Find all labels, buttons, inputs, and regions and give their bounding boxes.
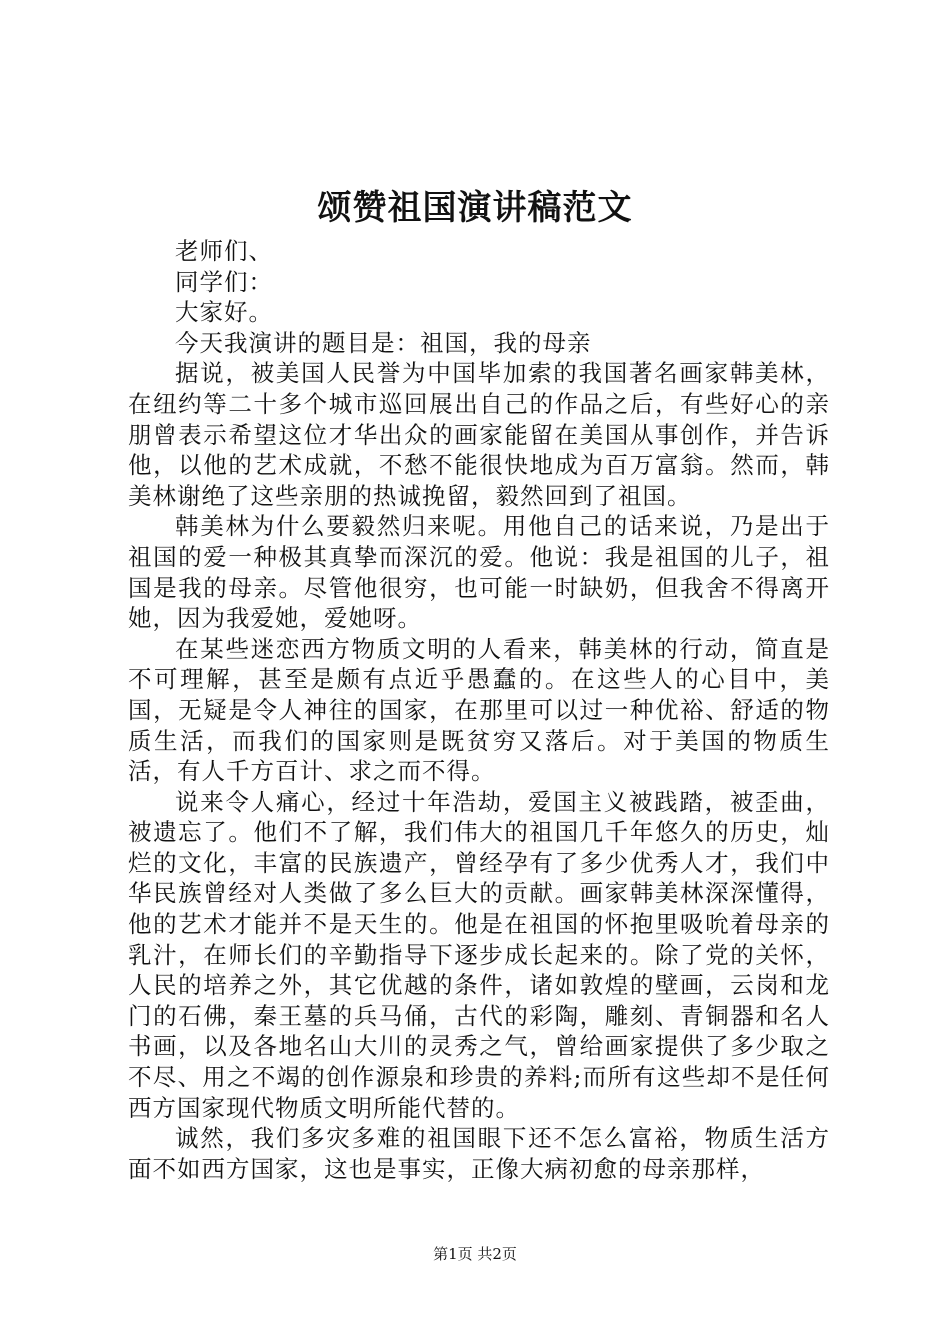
document-title: 颂赞祖国演讲稿范文 [317,188,633,228]
paragraph: 韩美林为什么要毅然归来呢。用他自己的话来说，乃是出于祖国的爱一种极其真挚而深沉的爱。他说：我是祖国的儿子，祖国是我的母亲。尽管他很穷，也可能一时缺奶，但我舍不得离开她，因为我爱她，爱她呀。 [128,512,830,633]
document-body [128,236,830,1184]
paragraph: 今天我演讲的题目是：祖国，我的母亲 [175,328,592,357]
paragraph: 老师们、 [175,237,273,265]
page-footer: 第1页 共2页 [433,1245,517,1263]
paragraph: 诚然，我们多灾多难的祖国眼下还不怎么富裕，物质生活方面不如西方国家，这也是事实，正像大病初愈的母亲那样， [128,1124,830,1183]
paragraph: 据说，被美国人民誉为中国毕加索的我国著名画家韩美林，在纽约等二十多个城市巡回展出自己的作品之后，有些好心的亲朋曾表示希望这位才华出众的画家能留在美国从事创作，并告诉他，以他的艺术成就，不愁不能很快地成为百万富翁。然而，韩美林谢绝了这些亲朋的热诚挽留，毅然回到了祖国。 [128,359,830,510]
paragraph: 同学们： [175,267,273,296]
paragraph: 说来令人痛心，经过十年浩劫，爱国主义被践踏，被歪曲，被遗忘了。他们不了解，我们伟大的祖国几千年悠久的历史，灿烂的文化，丰富的民族遗产，曾经孕有了多少优秀人才，我们中华民族曾经对人类做了多么巨大的贡献。画家韩美林深深懂得，他的艺术才能并不是天生的。他是在祖国的怀抱里吸吮着母亲的乳汁，在师长们的辛勤指导下逐步成长起来的。除了党的关怀，人民的培养之外，其它优越的条件，诸如敦煌的壁画，云岗和龙门的石佛，秦王墓的兵马俑，古代的彩陶，雕刻、青铜器和名人书画，以及各地名山大川的灵秀之气，曾给画家提供了多少取之不尽、用之不竭的创作源泉和珍贵的养料;而所有这些却不是任何西方国家现代物质文明所能代替的。 [128,787,830,1122]
paragraph: 大家好。 [175,298,273,327]
paragraph: 在某些迷恋西方物质文明的人看来，韩美林的行动，简直是不可理解，甚至是颇有点近乎愚蠢的。在这些人的心目中，美国，无疑是令人神往的国家，在那里可以过一种优裕、舒适的物质生活，而我们的国家则是既贫穷又落后。对于美国的物质生活，有人千方百计、求之而不得。 [128,634,830,786]
